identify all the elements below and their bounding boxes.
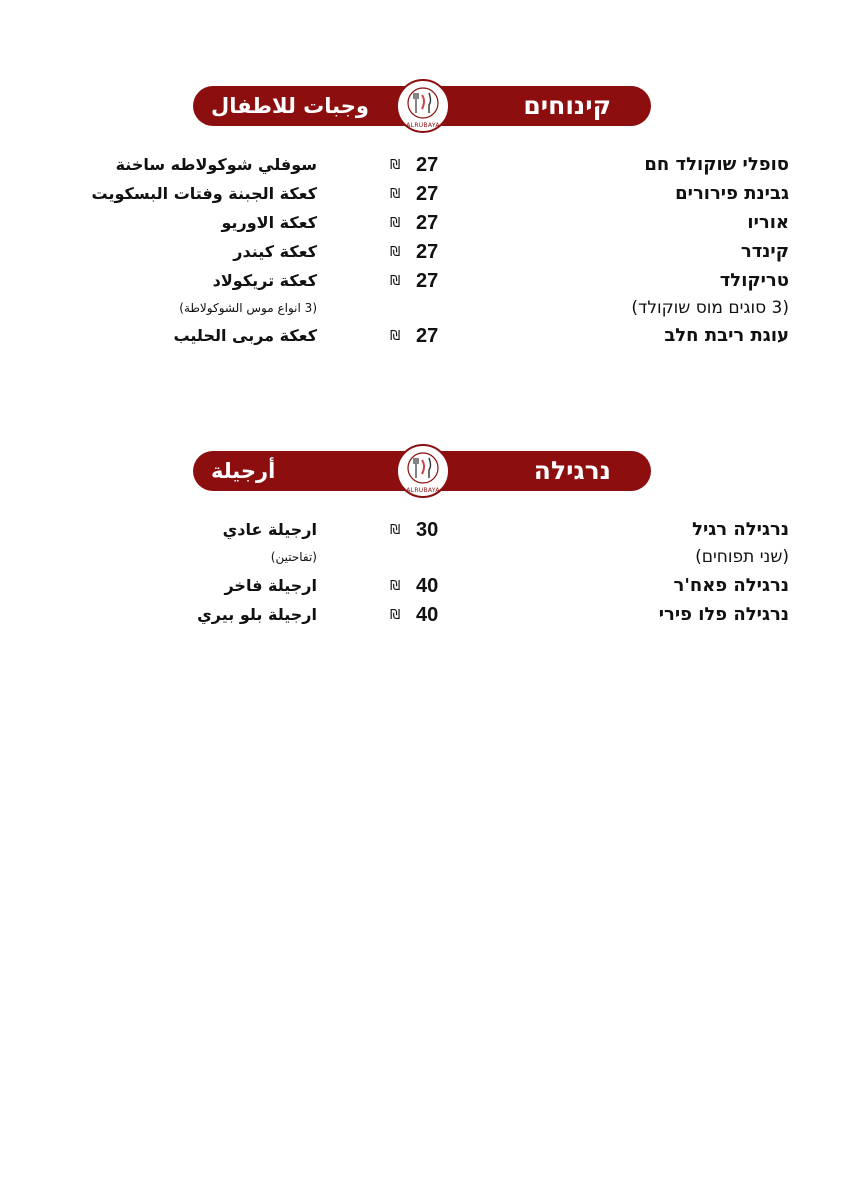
item-name-he: גבינת פירורים <box>675 183 789 204</box>
item-name-ar: كعكة الاوريو <box>221 213 317 232</box>
menu-item-row <box>0 573 849 599</box>
menu-item-row <box>0 323 849 349</box>
restaurant-logo-icon <box>396 79 450 133</box>
item-price: 27 <box>416 270 439 292</box>
menu-item-row <box>0 181 849 207</box>
item-name-ar: ارجيلة عادي <box>222 520 317 539</box>
menu-item-row <box>0 517 849 543</box>
item-name-he: עוגת ריבת חלב <box>664 325 789 346</box>
item-note-he: (שני תפוחים) <box>695 547 789 567</box>
item-price: 27 <box>416 183 439 205</box>
item-name-ar: كعكة تريكولاد <box>212 271 317 290</box>
item-name-ar: سوفلي شوكولاطه ساخنة <box>115 155 317 174</box>
logo-text: ALRUBAYA <box>406 122 440 129</box>
item-name-he: קינדר <box>740 241 789 262</box>
section-title-ar: وجبات للاطفال <box>211 94 369 118</box>
shekel-icon: ₪ <box>390 158 401 173</box>
item-price: 27 <box>416 241 439 263</box>
section-title-he: נרגילה <box>533 456 611 485</box>
shekel-icon: ₪ <box>390 579 401 594</box>
logo-text: ALRUBAYA <box>406 487 440 494</box>
menu-item-row <box>0 602 849 628</box>
item-name-ar: كعكة كيندر <box>233 242 317 261</box>
item-name-ar: كعكة الجبنة وفتات البسكويت <box>91 184 317 203</box>
item-name-he: נרגילה פאח'ר <box>673 575 789 596</box>
item-note-he: (3 סוגים מוס שוקולד) <box>631 298 789 318</box>
section-title-ar: أرجيلة <box>211 459 276 483</box>
menu-item-row <box>0 152 849 178</box>
item-name-he: נרגילה פלו פירי <box>658 604 789 625</box>
item-name-ar: كعكة مربى الحليب <box>173 326 317 345</box>
menu-item-row <box>0 239 849 265</box>
menu-item-note-row <box>0 295 849 321</box>
shekel-icon: ₪ <box>390 523 401 538</box>
shekel-icon: ₪ <box>390 216 401 231</box>
item-price: 30 <box>416 519 439 541</box>
shekel-icon: ₪ <box>390 608 401 623</box>
item-price: 40 <box>416 575 439 597</box>
item-price: 27 <box>416 212 439 234</box>
item-note-ar: (تفاحتين) <box>270 550 317 564</box>
shekel-icon: ₪ <box>390 274 401 289</box>
item-name-ar: ارجيلة فاخر <box>224 576 317 595</box>
item-name-he: טריקולד <box>719 270 789 291</box>
shekel-icon: ₪ <box>390 329 401 344</box>
shekel-icon: ₪ <box>390 245 401 260</box>
item-name-ar: ارجيلة بلو بيري <box>197 605 317 624</box>
item-price: 40 <box>416 604 439 626</box>
item-price: 27 <box>416 325 439 347</box>
item-price: 27 <box>416 154 439 176</box>
item-name-he: נרגילה רגיל <box>692 519 789 540</box>
restaurant-logo-icon <box>396 444 450 498</box>
menu-item-row <box>0 210 849 236</box>
menu-item-row <box>0 268 849 294</box>
item-note-ar: (3 انواع موس الشوكولاطة) <box>179 301 317 315</box>
menu-item-note-row <box>0 544 849 570</box>
item-name-he: סופלי שוקולד חם <box>644 154 789 175</box>
item-name-he: אוריו <box>747 212 789 233</box>
shekel-icon: ₪ <box>390 187 401 202</box>
section-title-he: קינוחים <box>523 91 611 120</box>
